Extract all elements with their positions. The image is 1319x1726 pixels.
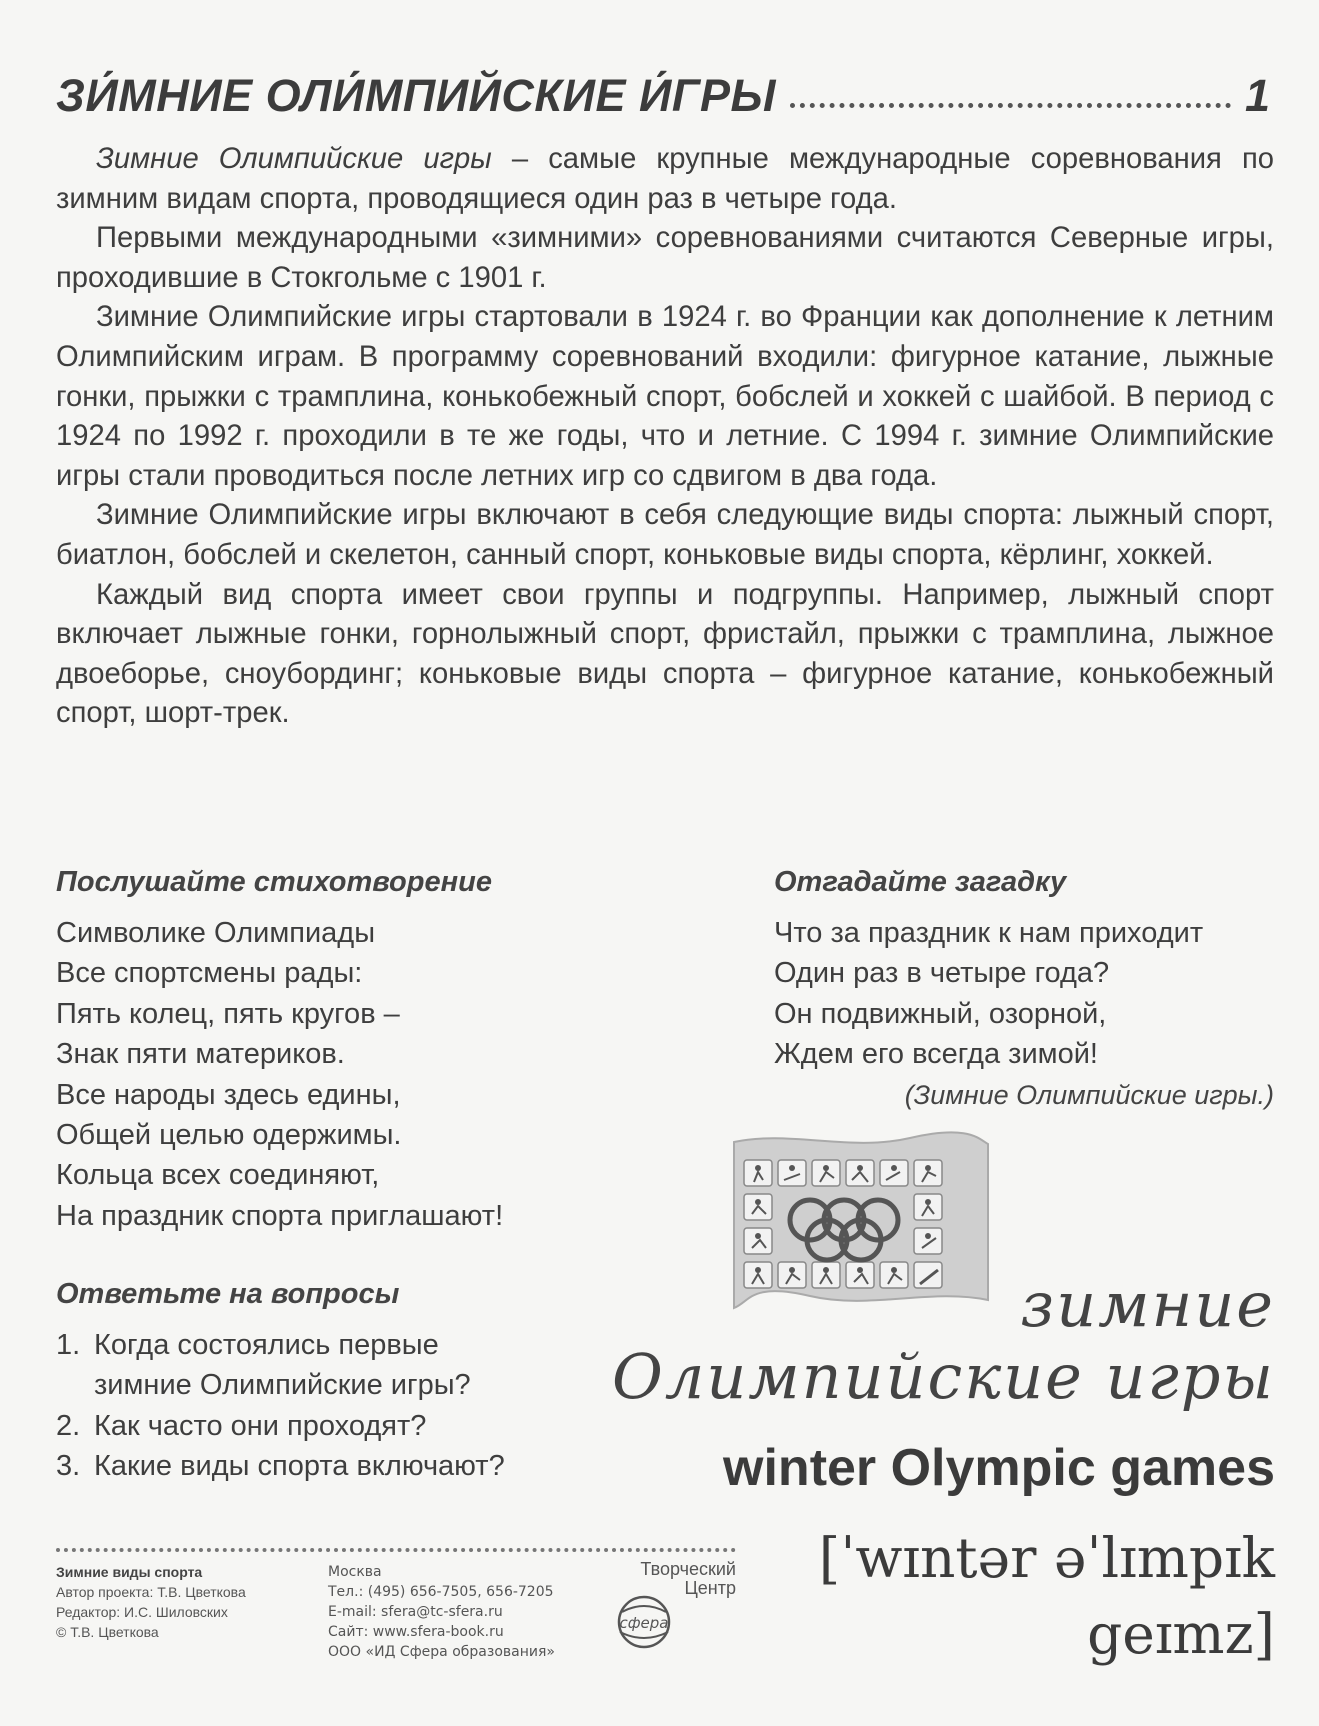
riddle-line: Он подвижный, озорной, bbox=[774, 997, 1107, 1030]
riddle-answer: (Зимние Олимпийские игры.) bbox=[904, 1079, 1274, 1110]
paragraph-3: Зимние Олимпийские игры стартовали в 1924 г. во Франции как дополнение к летним Олимпийским играм. В программу соревнований входили: фигурное катание, лыжные гонки, прыжки с трамплина, конькобежный спорт, бобслей и хоккей с шайбой. В период с 1924 по 1992 г. проходили в те же годы, что и летние. С 1994 г. зимние Олимпийские игры стали проводиться после летних игр со сдвигом в два года. bbox=[56, 301, 1274, 492]
script-word-line1: зимние bbox=[1020, 1268, 1275, 1341]
footer-company: ООО «ИД Сфера образования» bbox=[328, 1644, 555, 1660]
poem-lines bbox=[56, 913, 616, 1236]
riddle-line: Что за праздник к нам приходит bbox=[774, 917, 1204, 949]
question-number: 1. bbox=[56, 1329, 81, 1361]
logo-line2: Центр bbox=[684, 1578, 736, 1598]
poem-line: Общей целью одержимы. bbox=[56, 1119, 402, 1152]
footer-copyright: © Т.В. Цветкова bbox=[56, 1624, 159, 1640]
poem-line: На праздник спорта приглашают! bbox=[56, 1199, 504, 1232]
page-title: ЗИ́МНИЕ ОЛИ́МПИЙСКИЕ И́ГРЫ bbox=[56, 70, 776, 121]
riddle-line: Один раз в четыре года? bbox=[774, 957, 1110, 990]
question-line: Когда состоялись первые bbox=[94, 1329, 439, 1361]
poem-line: Кольца всех соединяют, bbox=[56, 1159, 380, 1192]
question-item bbox=[56, 1325, 616, 1406]
questions-section bbox=[56, 1278, 616, 1487]
olympic-flag-icon bbox=[730, 1130, 992, 1315]
question-item bbox=[56, 1406, 616, 1446]
question-text bbox=[94, 1325, 471, 1406]
page-number: 1 bbox=[1244, 70, 1270, 121]
footer-editor: Редактор: И.С. Шиловских bbox=[56, 1604, 228, 1620]
question-line: зимние Олимпийские игры? bbox=[94, 1369, 471, 1402]
questions-list bbox=[56, 1325, 616, 1487]
riddle-line: Ждем его всегда зимой! bbox=[774, 1038, 1098, 1071]
question-item bbox=[56, 1446, 616, 1486]
riddle-heading: Отгадайте загадку bbox=[774, 866, 1067, 898]
poem-heading: Послушайте стихотворение bbox=[56, 866, 492, 898]
logo-line1: Творческий bbox=[640, 1559, 736, 1579]
poem-line: Пять колец, пять кругов – bbox=[56, 997, 400, 1030]
logo-word: сфера bbox=[619, 1614, 669, 1632]
script-word-line2: Олимпийские игры bbox=[612, 1340, 1275, 1413]
english-term: winter Olympic games bbox=[723, 1439, 1275, 1497]
footer-email: E-mail: sfera@tc-sfera.ru bbox=[328, 1604, 503, 1620]
question-number: 2. bbox=[56, 1409, 81, 1442]
footer-city: Москва bbox=[328, 1564, 382, 1580]
paragraph-4: Зимние Олимпийские игры включают в себя следующие виды спорта: лыжный спорт, биатлон, бобслей и скелетон, санный спорт, коньковые виды спорта, кёрлинг, хоккей. bbox=[56, 499, 1274, 571]
question-text: Как часто они проходят? bbox=[94, 1409, 427, 1442]
footer-series: Зимние виды спорта bbox=[56, 1564, 203, 1580]
footer-credits bbox=[56, 1562, 246, 1642]
riddle-lines bbox=[774, 913, 1274, 1115]
title-dot-leader bbox=[790, 103, 1231, 108]
poem-line: Символике Олимпиады bbox=[56, 917, 376, 949]
transcription-line1: [ˈwɪntər əˈlɪmpɪk bbox=[818, 1526, 1275, 1590]
poem-section bbox=[56, 866, 616, 1236]
publisher-logo bbox=[608, 1560, 738, 1660]
paragraph-1-term: Зимние Олимпийские игры bbox=[96, 143, 492, 175]
question-text: Какие виды спорта включают? bbox=[94, 1450, 505, 1483]
paragraph-2: Первыми международными «зимними» соревнованиями считаются Северные игры, проходившие в Стокгольме с 1901 г. bbox=[56, 222, 1274, 294]
questions-heading: Ответьте на вопросы bbox=[56, 1278, 400, 1310]
paragraph-5: Каждый вид спорта имеет свои группы и подгруппы. Например, лыжный спорт включает лыжные гонки, горнолыжный спорт, фристайл, прыжки с трамплина, лыжное двоеборье, сноубординг; коньковые виды спорта – фигурное катание, конькобежный спорт, шорт-трек. bbox=[56, 578, 1274, 730]
footer-phone: Тел.: (495) 656-7505, 656-7205 bbox=[328, 1584, 554, 1600]
riddle-section bbox=[774, 866, 1274, 1115]
title-row bbox=[56, 52, 1270, 122]
footer-site: Сайт: www.sfera-book.ru bbox=[328, 1624, 504, 1640]
footer-divider bbox=[56, 1548, 736, 1552]
poem-line: Знак пяти материков. bbox=[56, 1038, 345, 1071]
footer-author: Автор проекта: Т.В. Цветкова bbox=[56, 1584, 246, 1600]
transcription bbox=[805, 1520, 1275, 1672]
poem-line: Все спортсмены рады: bbox=[56, 957, 363, 990]
paragraph-1 bbox=[56, 140, 1274, 219]
sfera-logo-icon bbox=[608, 1582, 688, 1654]
question-number: 3. bbox=[56, 1450, 81, 1483]
paragraph-1-rest: – самые крупные международные соревнования по зимним видам спорта, проводящиеся один раз в четыре года. bbox=[56, 143, 1274, 215]
transcription-line2: geɪmz] bbox=[1087, 1602, 1275, 1666]
footer-contacts bbox=[328, 1562, 555, 1662]
intro-text bbox=[56, 140, 1274, 734]
poem-line: Все народы здесь едины, bbox=[56, 1078, 401, 1111]
